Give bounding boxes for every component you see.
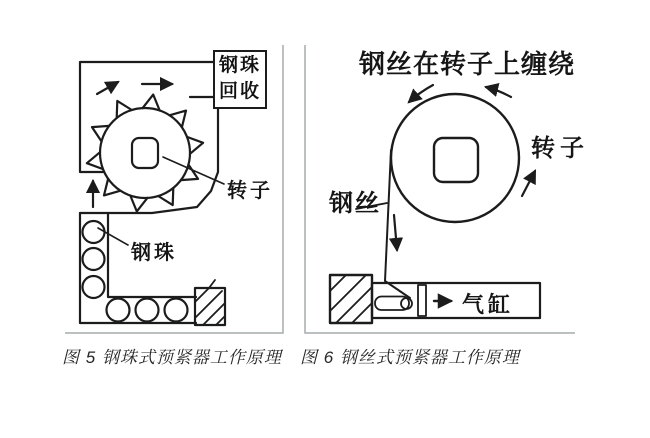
fig5-ball-label: 钢珠 xyxy=(131,242,177,264)
fig5-caption: 图 5 钢珠式预紧器工作原理 xyxy=(62,348,282,367)
fig6-title: 钢丝在转子上缠绕 xyxy=(359,49,576,79)
fig5-rotor-label: 转子 xyxy=(227,180,273,202)
fig5-rotor-teeth xyxy=(87,95,203,212)
fig6-cylinder-label: 气缸 xyxy=(462,292,515,317)
fig6-caption: 图 6 钢丝式预紧器工作原理 xyxy=(300,348,520,367)
fig6-hatch-block xyxy=(330,275,372,323)
fig6-wire-label: 钢丝 xyxy=(329,190,381,217)
fig6-rotor xyxy=(391,94,519,222)
fig5-piston-hatch xyxy=(195,280,225,325)
fig5-rotor xyxy=(100,108,190,198)
ball-recovery-box: 钢珠回收 xyxy=(213,50,267,109)
fig6-rotor-label: 转子 xyxy=(531,135,589,162)
